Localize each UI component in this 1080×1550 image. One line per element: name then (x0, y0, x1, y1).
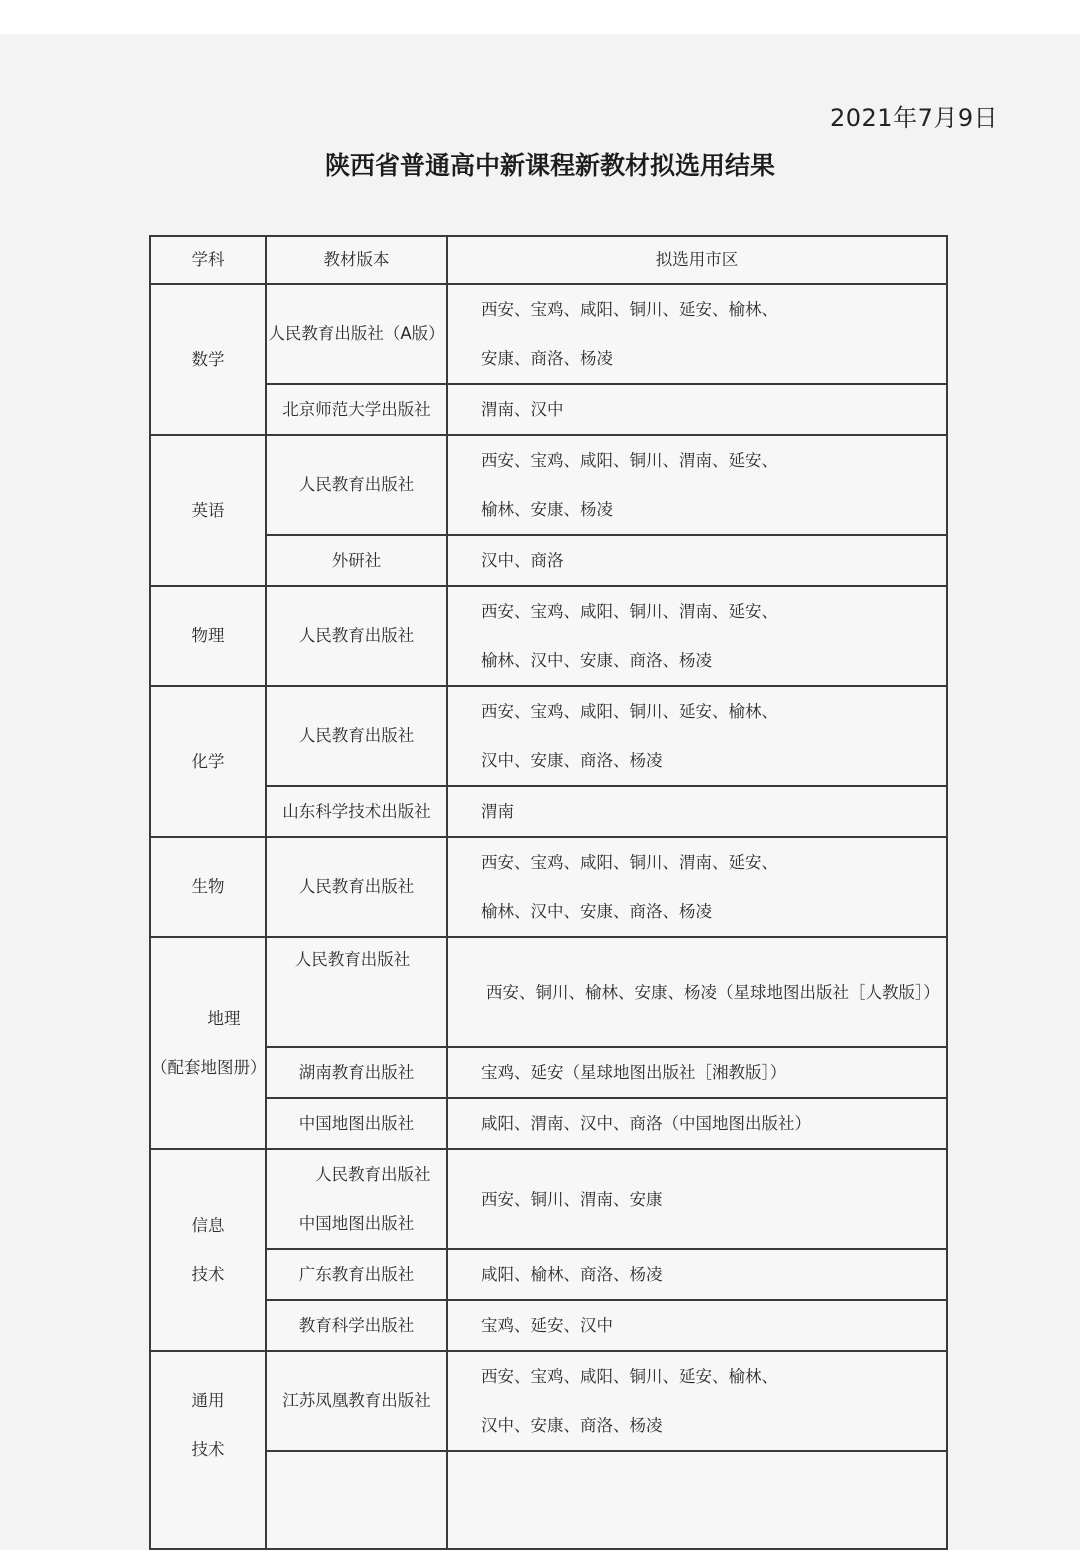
textbook-selection-table (149, 235, 948, 1550)
publisher-line: 人民教育出版社 (315, 1165, 431, 1184)
subject-line: 技术 (191, 1265, 225, 1284)
subject-line: 技术 (191, 1440, 225, 1459)
areas-cell (447, 284, 947, 384)
publisher-cell: 中国地图出版社 (266, 1098, 447, 1149)
table-row (150, 837, 947, 937)
table-row (150, 535, 947, 586)
textbook-table-wrapper (149, 235, 948, 1550)
subject-cell-general-tech (150, 1351, 266, 1549)
document-title: 陕西省普通高中新课程新教材拟选用结果 (324, 151, 775, 180)
subject-cell-math: 数学 (150, 284, 266, 435)
subject-cell-geography (150, 937, 266, 1149)
areas-cell: 宝鸡、延安、汉中 (447, 1300, 947, 1351)
areas-cell: 西安、铜川、榆林、安康、杨凌（星球地图出版社［人教版］） (447, 937, 947, 1047)
areas-cell: 咸阳、渭南、汉中、商洛（中国地图出版社） (447, 1098, 947, 1149)
areas-line: 汉中、安康、商洛、杨凌 (481, 1416, 663, 1435)
areas-line: 汉中、安康、商洛、杨凌 (481, 751, 663, 770)
publisher-cell: 人民教育出版社 (266, 686, 447, 786)
areas-line: 榆林、汉中、安康、商洛、杨凌 (481, 902, 712, 921)
table-row (150, 284, 947, 384)
publisher-cell: 江苏凤凰教育出版社 (266, 1351, 447, 1451)
publisher-cell: 山东科学技术出版社 (266, 786, 447, 837)
table-row (150, 1047, 947, 1098)
areas-line: 西安、宝鸡、咸阳、铜川、延安、榆林、 (481, 1367, 778, 1386)
areas-line: 榆林、安康、杨凌 (481, 500, 613, 519)
areas-cell (447, 1451, 947, 1549)
areas-cell (447, 1351, 947, 1451)
publisher-cell: 北京师范大学出版社 (266, 384, 447, 435)
subject-cell-english: 英语 (150, 435, 266, 586)
top-band (0, 0, 1080, 34)
subject-line: 通用 (191, 1391, 225, 1410)
publisher-cell: 人民教育出版社 (266, 937, 447, 1047)
areas-cell: 宝鸡、延安（星球地图出版社［湘教版］） (447, 1047, 947, 1098)
publisher-cell: 人民教育出版社 (266, 837, 447, 937)
table-row (150, 1451, 947, 1549)
subject-cell-biology: 生物 (150, 837, 266, 937)
subject-cell-chemistry: 化学 (150, 686, 266, 837)
publisher-cell: 人民教育出版社 (266, 435, 447, 535)
table-row (150, 384, 947, 435)
table-row (150, 1149, 947, 1249)
areas-cell: 渭南、汉中 (447, 384, 947, 435)
publisher-cell (266, 1451, 447, 1549)
publisher-cell: 外研社 (266, 535, 447, 586)
table-row (150, 937, 947, 1047)
areas-line: 安康、商洛、杨凌 (481, 349, 613, 368)
header-edition: 教材版本 (266, 236, 447, 284)
table-row (150, 586, 947, 686)
subject-cell-physics: 物理 (150, 586, 266, 686)
areas-line: 西安、宝鸡、咸阳、铜川、延安、榆林、 (481, 702, 778, 721)
subject-line: 信息 (191, 1216, 225, 1235)
areas-cell: 渭南 (447, 786, 947, 837)
table-row (150, 435, 947, 535)
table-row (150, 786, 947, 837)
header-subject: 学科 (150, 236, 266, 284)
table-row (150, 1098, 947, 1149)
publisher-cell: 湖南教育出版社 (266, 1047, 447, 1098)
publisher-line: 中国地图出版社 (298, 1214, 415, 1233)
table-row (150, 686, 947, 786)
table-header-row (150, 236, 947, 284)
publisher-cell: 人民教育出版社（A版） (266, 284, 447, 384)
subject-line: 地理 (207, 1009, 241, 1028)
areas-line: 西安、宝鸡、咸阳、铜川、渭南、延安、 (481, 451, 778, 470)
subject-line: （配套地图册） (151, 1058, 267, 1077)
header-areas: 拟选用市区 (447, 236, 947, 284)
areas-cell (447, 686, 947, 786)
table-row (150, 1249, 947, 1300)
areas-cell (447, 837, 947, 937)
table-row (150, 1351, 947, 1451)
publisher-cell: 教育科学出版社 (266, 1300, 447, 1351)
publisher-cell: 广东教育出版社 (266, 1249, 447, 1300)
document-date: 2021年7月9日 (830, 104, 999, 132)
areas-cell (447, 586, 947, 686)
publisher-cell: 人民教育出版社 (266, 586, 447, 686)
areas-cell (447, 435, 947, 535)
areas-line: 西安、宝鸡、咸阳、铜川、延安、榆林、 (481, 300, 778, 319)
areas-line: 榆林、汉中、安康、商洛、杨凌 (481, 651, 712, 670)
areas-cell: 咸阳、榆林、商洛、杨凌 (447, 1249, 947, 1300)
table-row (150, 1300, 947, 1351)
areas-cell: 西安、铜川、渭南、安康 (447, 1149, 947, 1249)
areas-line: 西安、宝鸡、咸阳、铜川、渭南、延安、 (481, 602, 778, 621)
areas-cell: 汉中、商洛 (447, 535, 947, 586)
publisher-cell (266, 1149, 447, 1249)
areas-line: 西安、宝鸡、咸阳、铜川、渭南、延安、 (481, 853, 778, 872)
subject-cell-it (150, 1149, 266, 1351)
